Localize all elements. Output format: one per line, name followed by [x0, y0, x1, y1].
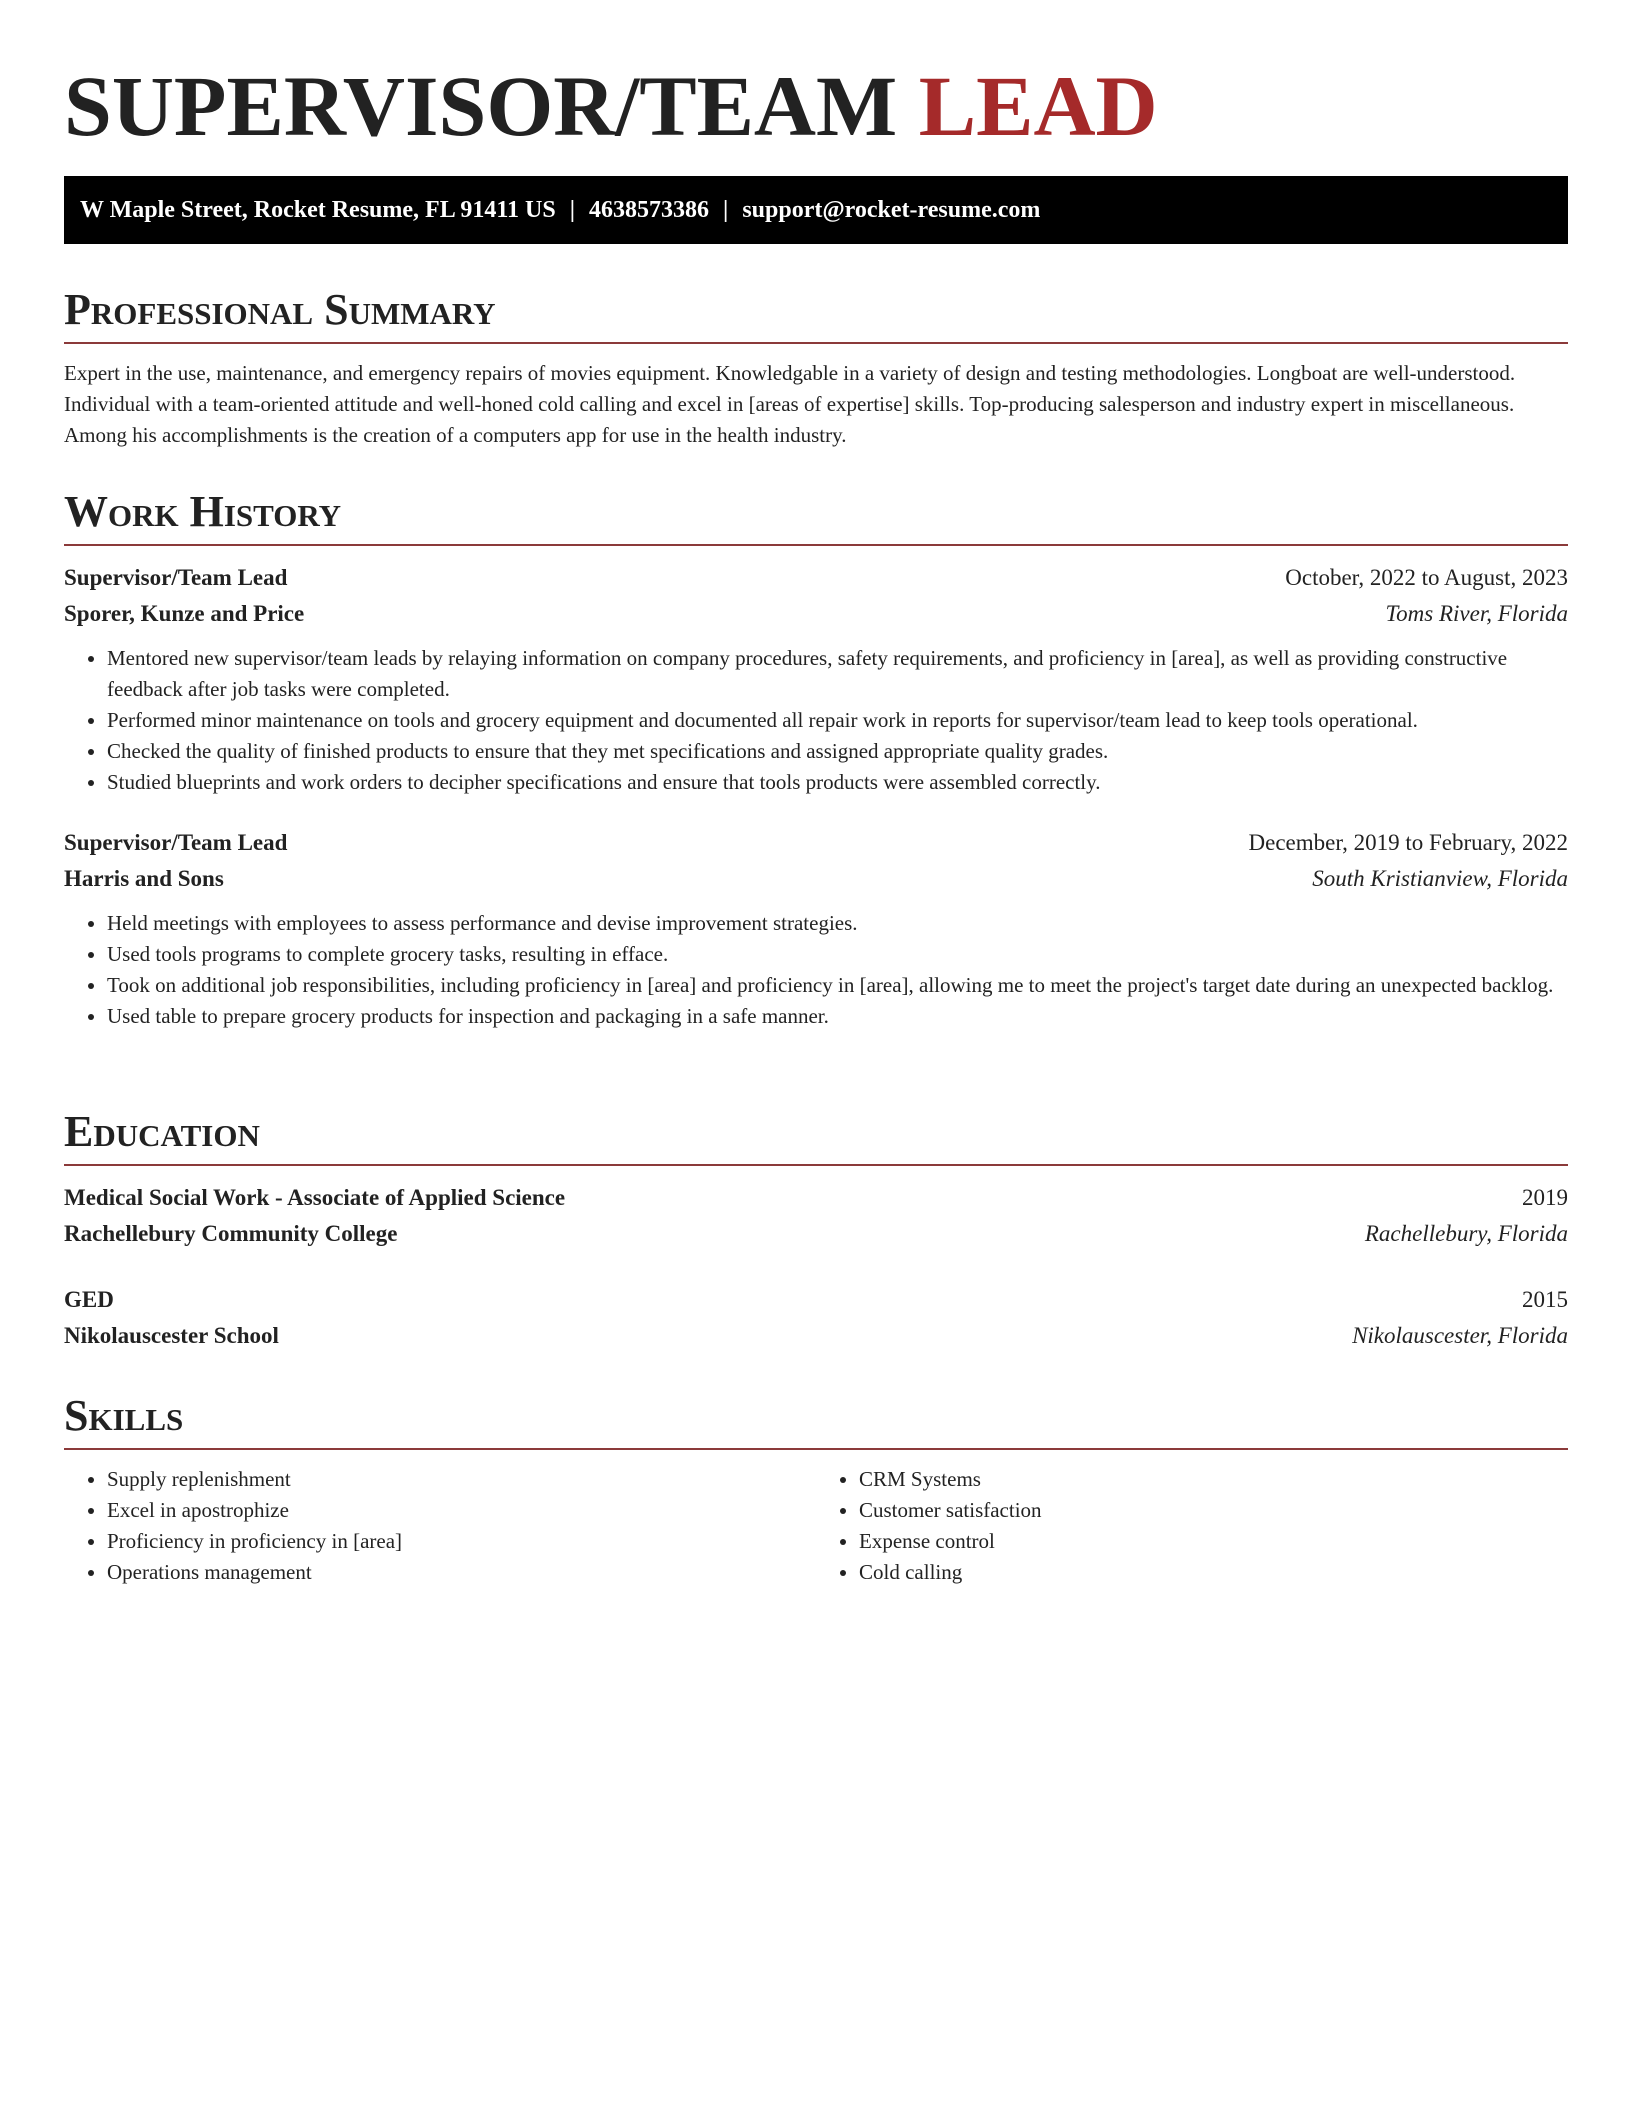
title-accent: LEAD [918, 58, 1158, 154]
list-item: • Studied blueprints and work orders to decipher specifications and ensure that tools products were assembled correctly. [107, 767, 1568, 798]
contact-separator: | [723, 197, 729, 223]
resume-title [64, 0, 1568, 156]
education-degree: GED [64, 1287, 114, 1312]
job-location: South Kristianview, Florida [1312, 866, 1568, 891]
skills-section [64, 1388, 1568, 1588]
section-divider [64, 544, 1568, 546]
job-location: Toms River, Florida [1385, 601, 1568, 626]
job-bullets [64, 643, 1568, 798]
education-location: Nikolauscester, Florida [1352, 1323, 1568, 1348]
contact-address: W Maple Street, Rocket Resume, FL 91411 US [80, 197, 556, 223]
section-heading: Education [64, 1107, 260, 1156]
skill-item: • Expense control [859, 1526, 1568, 1557]
job-company: Sporer, Kunze and Price [64, 601, 305, 626]
list-item: • Held meetings with employees to assess performance and devise improvement strategies. [107, 908, 1568, 939]
list-item: • Checked the quality of finished products to ensure that they met specifications and assigned appropriate quality grades. [107, 736, 1568, 767]
education-entry [64, 1180, 1568, 1252]
skill-item: • Customer satisfaction [859, 1495, 1568, 1526]
contact-bar [64, 176, 1568, 244]
education-header [64, 1180, 1568, 1216]
education-header [64, 1282, 1568, 1318]
skill-item: • Excel in apostrophize [107, 1495, 816, 1526]
list-item: • Used tools programs to complete grocery tasks, resulting in efface. [107, 939, 1568, 970]
contact-separator: | [569, 197, 576, 223]
job-entry [64, 560, 1568, 798]
job-subheader [64, 861, 1568, 897]
job-company: Harris and Sons [64, 866, 224, 891]
skill-item: • Operations management [107, 1557, 816, 1588]
skills-list-right [816, 1464, 1568, 1588]
job-dates: October, 2022 to August, 2023 [1285, 565, 1568, 590]
summary-section [64, 282, 1568, 451]
contact-phone: 4638573386 [589, 197, 710, 223]
job-entry [64, 825, 1568, 1032]
job-role: Supervisor/Team Lead [64, 565, 288, 590]
education-location: Rachellebury, Florida [1364, 1221, 1568, 1246]
education-school: Nikolauscester School [64, 1323, 279, 1348]
section-heading: Work History [64, 487, 342, 536]
list-item: • Mentored new supervisor/team leads by relaying information on company procedures, safety requirements, and proficiency in [area], as well as providing constructive feedback after job tasks were completed. [107, 643, 1568, 705]
skills-columns [64, 1464, 1568, 1588]
section-heading: Skills [64, 1391, 184, 1440]
skill-item: • Cold calling [859, 1557, 1568, 1588]
education-degree: Medical Social Work - Associate of Applied Science [64, 1185, 566, 1210]
section-divider [64, 1164, 1568, 1166]
job-header [64, 825, 1568, 861]
list-item: • Used table to prepare grocery products for inspection and packaging in a safe manner. [107, 1001, 1568, 1032]
contact-email: support@rocket-resume.com [742, 197, 1041, 223]
education-subheader [64, 1318, 1568, 1354]
section-heading: Professional Summary [64, 285, 496, 334]
education-year: 2019 [1522, 1185, 1568, 1210]
summary-text: Expert in the use, maintenance, and emergency repairs of movies equipment. Knowledgable in a variety of design and testing methodologies. Longboat are well-understood. Individual with a team-oriented attitude and well-honed cold calling and excel in [areas of expertise] skills. Top-producing salesperson and industry expert in miscellaneous. Among his accomplishments is the creation of a computers app for use in the health industry. [64, 361, 1516, 447]
education-section [64, 1104, 1568, 1354]
skill-item: • CRM Systems [859, 1464, 1568, 1495]
education-year: 2015 [1522, 1287, 1568, 1312]
skills-list-left [64, 1464, 816, 1588]
job-dates: December, 2019 to February, 2022 [1248, 830, 1568, 855]
title-main: SUPERVISOR/TEAM [64, 58, 898, 154]
job-bullets [64, 908, 1568, 1032]
education-entry [64, 1282, 1568, 1354]
resume-page [64, 0, 1568, 1584]
job-subheader [64, 596, 1568, 632]
section-divider [64, 1448, 1568, 1450]
section-divider [64, 342, 1568, 344]
skill-item: • Proficiency in proficiency in [area] [107, 1526, 816, 1557]
education-school: Rachellebury Community College [64, 1221, 398, 1246]
job-role: Supervisor/Team Lead [64, 830, 288, 855]
list-item: • Took on additional job responsibilities, including proficiency in [area] and proficiency in [area], allowing me to meet the project's target date during an unexpected backlog. [107, 970, 1568, 1001]
skill-item: • Supply replenishment [107, 1464, 816, 1495]
education-subheader [64, 1216, 1568, 1252]
work-section [64, 484, 1568, 1032]
job-header [64, 560, 1568, 596]
list-item: • Performed minor maintenance on tools and grocery equipment and documented all repair work in reports for supervisor/team lead to keep tools operational. [107, 705, 1568, 736]
